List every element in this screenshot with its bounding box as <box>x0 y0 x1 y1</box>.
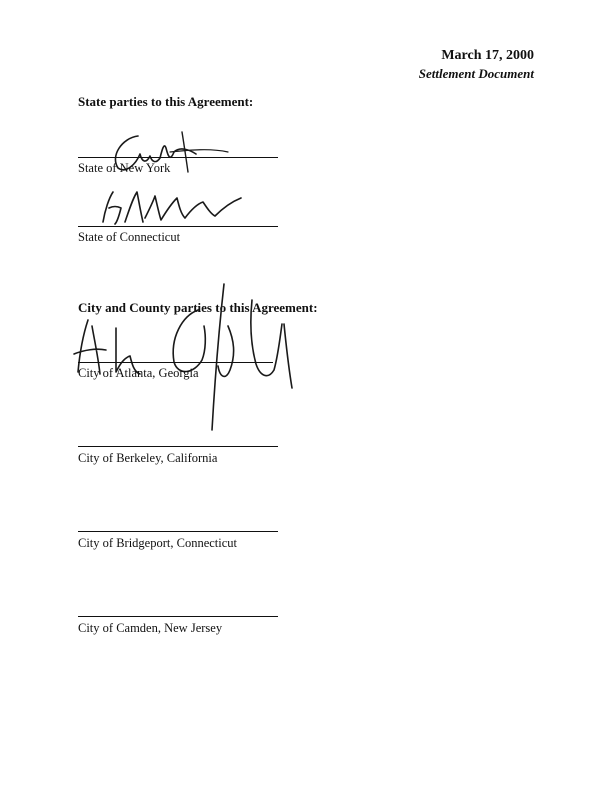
document-date: March 17, 2000 <box>441 48 534 63</box>
bridgeport-signature-line <box>78 531 278 532</box>
atlanta-signature-line <box>78 362 273 363</box>
camden-signature-line <box>78 616 278 617</box>
state-parties-heading: State parties to this Agreement: <box>78 94 254 109</box>
connecticut-label: State of Connecticut <box>78 230 181 244</box>
document-type: Settlement Document <box>418 66 534 81</box>
atlanta-signature <box>70 280 300 435</box>
connecticut-signature-line <box>78 226 278 227</box>
berkeley-label: City of Berkeley, California <box>78 451 218 465</box>
city-county-parties-heading: City and County parties to this Agreement: <box>78 300 318 315</box>
bridgeport-label: City of Bridgeport, Connecticut <box>78 536 238 550</box>
atlanta-label: City of Atlanta, Georgia <box>78 366 199 380</box>
new-york-label: State of New York <box>78 161 171 175</box>
berkeley-signature-line <box>78 446 278 447</box>
new-york-signature-line <box>78 157 278 158</box>
connecticut-signature <box>95 188 255 228</box>
camden-label: City of Camden, New Jersey <box>78 621 223 635</box>
